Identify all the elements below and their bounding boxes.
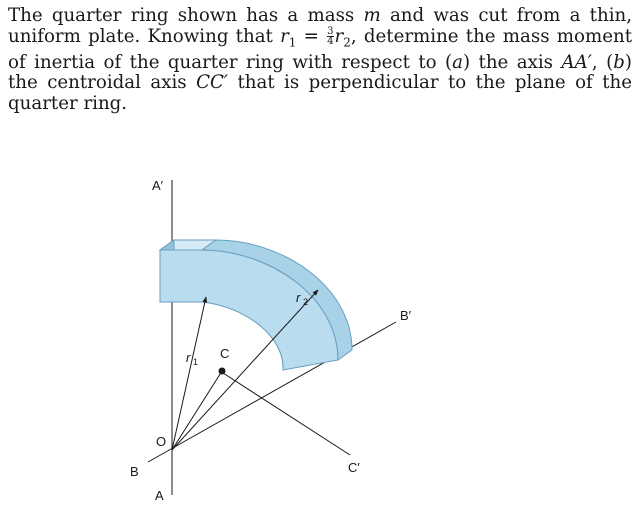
axis-cc-line: [220, 371, 350, 455]
problem-statement: The quarter ring shown has a mass m and was cut from a thin, uniform plate. Knowing that $r_1$ = $\frac{3}{4}$ $r_2$, determine the mass moment of inertia of the quarter ring with respect to (a) the axis AA′, (b) the centroidal axis CC′ that is perpendicular to the plane of the quarter ring.: [8, 5, 633, 114]
line-o-to-c: [172, 371, 222, 450]
label-c-prime: C′: [348, 460, 360, 475]
fraction-three-quarters: $\frac{3}{4}$: [327, 26, 334, 47]
label-o: O: [156, 434, 167, 449]
label-r2: r: [296, 290, 301, 305]
centroid-c-point: [219, 368, 226, 375]
label-b-prime: B′: [400, 308, 412, 323]
label-c: C: [220, 346, 230, 361]
mass-symbol: m: [363, 5, 381, 26]
label-a-prime: A′: [152, 178, 164, 193]
label-b: B: [130, 464, 139, 479]
label-r1-sub: 1: [193, 357, 199, 367]
axis-cc-label: CC′: [196, 72, 229, 94]
radius-r1-arrow: [172, 297, 206, 450]
axis-aa-label: AA′: [561, 51, 592, 73]
label-a: A: [155, 488, 164, 503]
label-r2-sub: 2: [303, 297, 309, 307]
label-r1: r: [186, 350, 191, 365]
